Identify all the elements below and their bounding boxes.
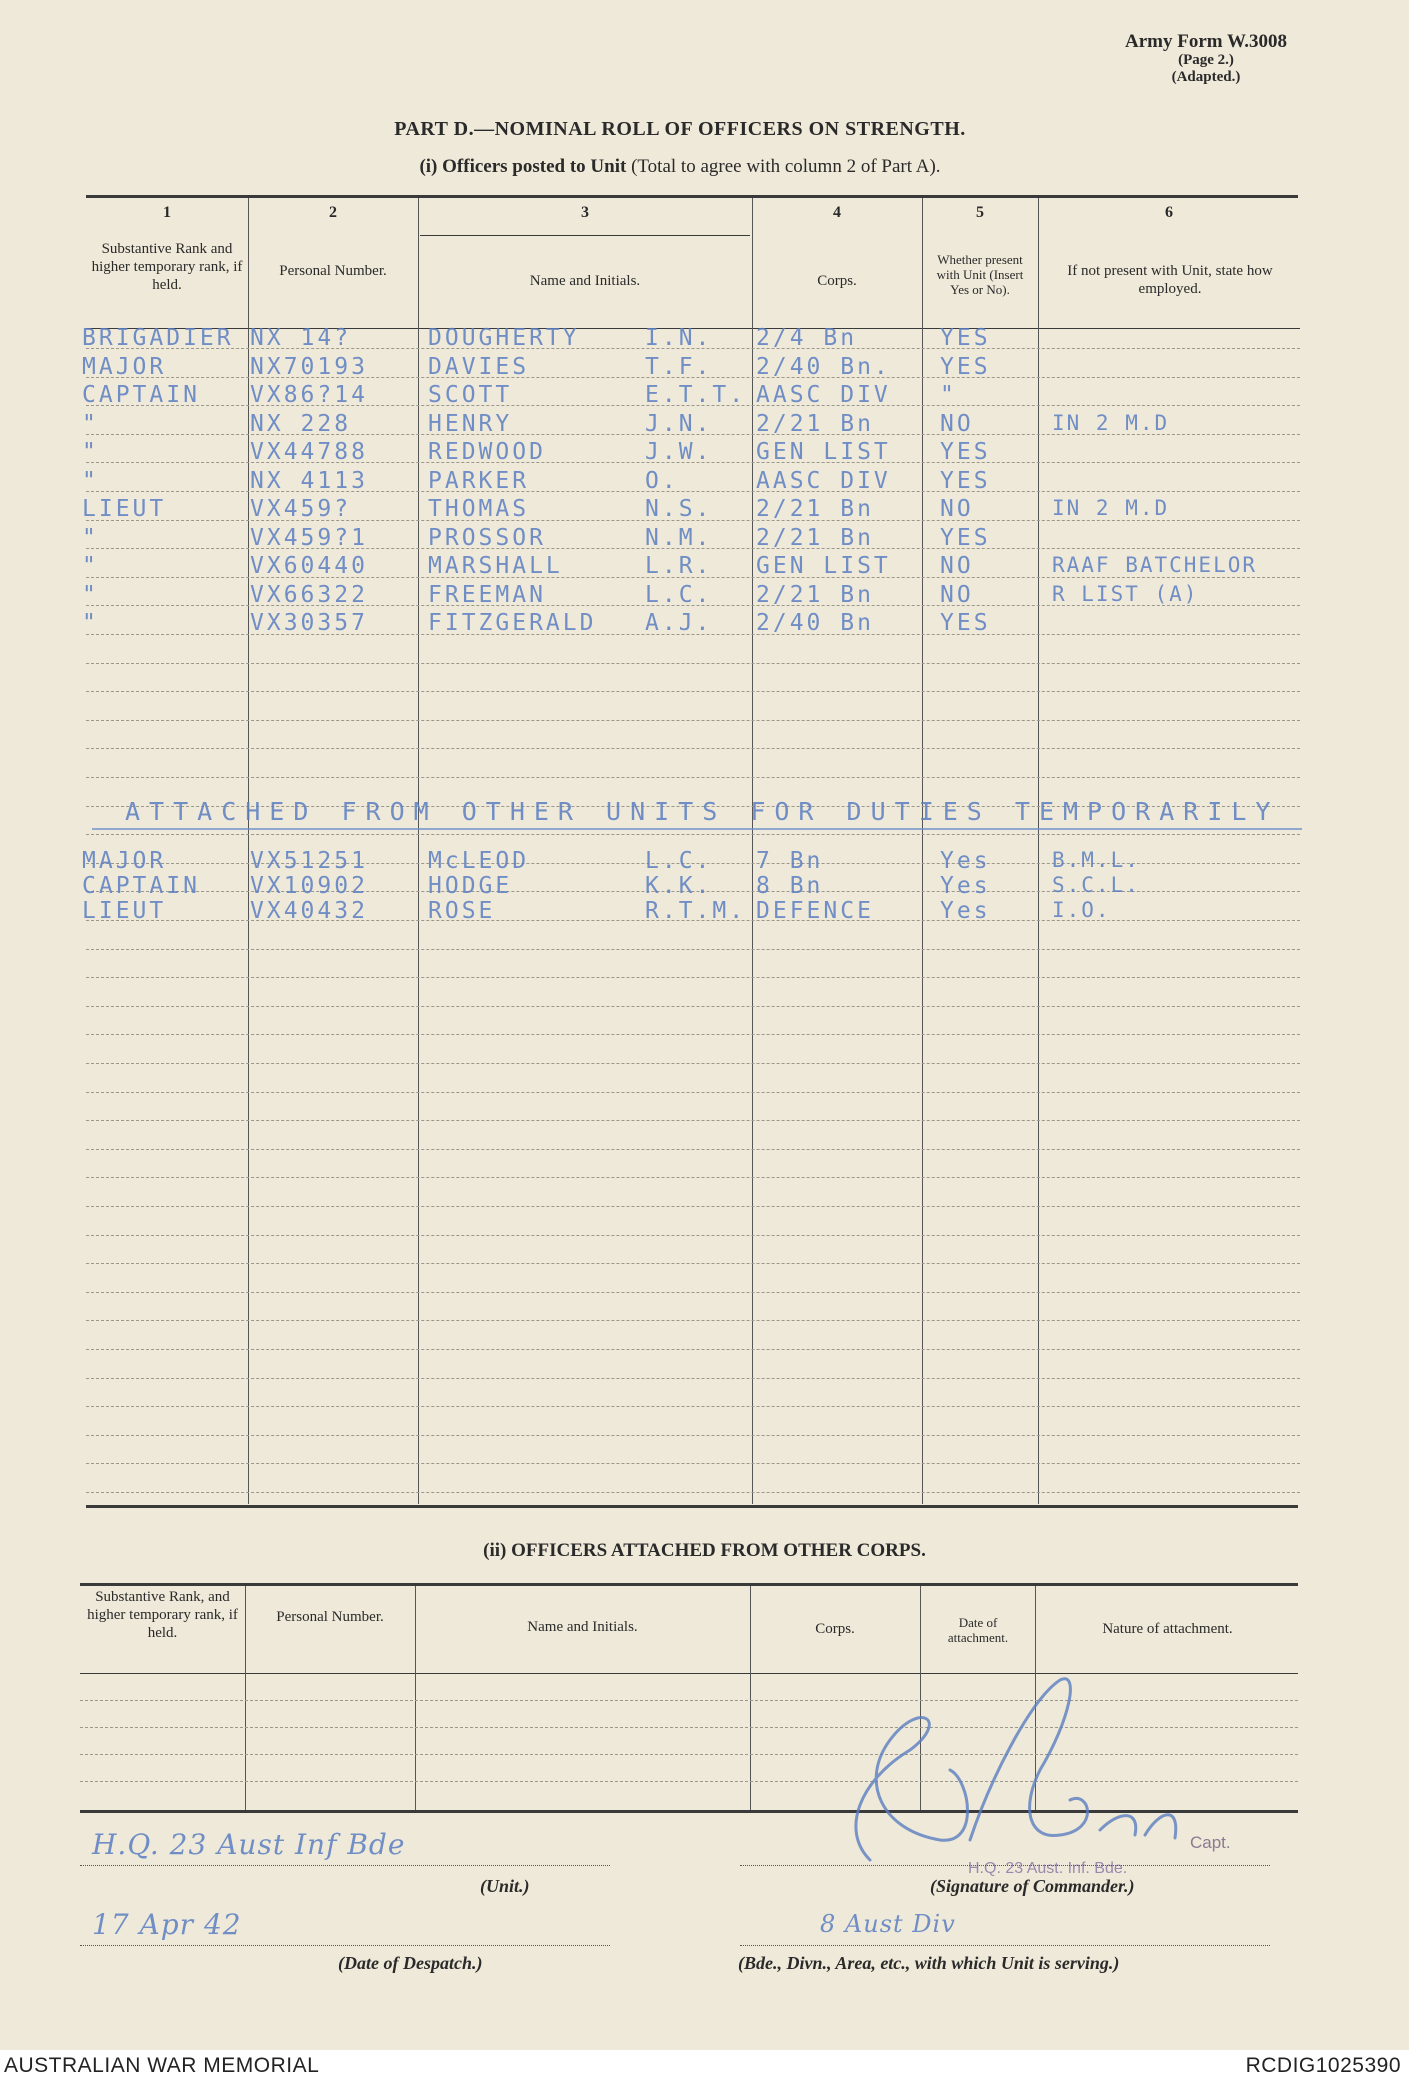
ruled-line bbox=[86, 977, 1300, 978]
entry-rank: " bbox=[82, 610, 99, 636]
form-page: (Page 2.) bbox=[1178, 52, 1234, 68]
ruled-line bbox=[86, 691, 1300, 692]
ruled-line bbox=[86, 1435, 1300, 1436]
entry-name: ROSE bbox=[428, 898, 496, 924]
entry-employed: I.O. bbox=[1052, 898, 1111, 922]
entry-rank: " bbox=[82, 468, 99, 494]
entry-present: YES bbox=[940, 610, 991, 636]
entry-name: McLEOD bbox=[428, 848, 530, 874]
part-d-title: PART D.—NOMINAL ROLL OF OFFICERS ON STRENGTH. bbox=[394, 118, 966, 140]
ruled-line bbox=[86, 1063, 1300, 1064]
header-name: Name and Initials. bbox=[529, 273, 641, 289]
ruled-line bbox=[86, 1235, 1300, 1236]
serving-dotted-line bbox=[740, 1945, 1270, 1946]
ruled-line bbox=[86, 1149, 1300, 1150]
entry-rank: " bbox=[82, 582, 99, 608]
entry-rank: LIEUT bbox=[82, 898, 167, 924]
ruled-line bbox=[86, 1206, 1300, 1207]
entry-name: MARSHALL bbox=[428, 553, 563, 579]
entry-name: SCOTT bbox=[428, 382, 513, 408]
entry-personal-number: NX70193 bbox=[250, 354, 368, 380]
col-divider-2 bbox=[418, 198, 419, 1504]
header-employed: If not present with Unit, state how employed. bbox=[1067, 263, 1273, 297]
entry-initials: L.R. bbox=[645, 553, 713, 579]
entry-name: PROSSOR bbox=[428, 525, 546, 551]
ruled-line bbox=[86, 1034, 1300, 1035]
col-number-4: 4 bbox=[833, 204, 841, 221]
signature-rank: Capt. bbox=[1190, 1833, 1231, 1852]
part-ii-title: (ii) OFFICERS ATTACHED FROM OTHER CORPS. bbox=[483, 1540, 926, 1561]
entry-corps: DEFENCE bbox=[756, 898, 874, 924]
unit-label: (Unit.) bbox=[480, 1876, 530, 1896]
entry-initials: L.C. bbox=[645, 848, 713, 874]
entry-rank: " bbox=[82, 553, 99, 579]
header-rank: Substantive Rank and higher temporary rank, if held. bbox=[91, 241, 243, 293]
entry-name: PARKER bbox=[428, 468, 530, 494]
attached-heading: ATTACHED FROM OTHER UNITS FOR DUTIES TEMPORARILY bbox=[125, 797, 1280, 826]
col-number-5: 5 bbox=[976, 204, 984, 221]
form-number-block bbox=[1125, 32, 1287, 86]
form-adapted: (Adapted.) bbox=[1171, 69, 1241, 85]
ruled-line bbox=[86, 834, 1300, 835]
table-bottom-rule bbox=[86, 1505, 1298, 1508]
date-of-despatch-label: (Date of Despatch.) bbox=[338, 1953, 483, 1973]
entry-personal-number: NX 228 bbox=[250, 411, 352, 437]
entry-present: NO bbox=[940, 553, 974, 579]
entry-present: Yes bbox=[940, 873, 991, 899]
header-personal-number: Personal Number. bbox=[279, 263, 387, 279]
ruled-line bbox=[86, 1406, 1300, 1407]
entry-corps: 2/4 Bn bbox=[756, 325, 858, 351]
entry-present: YES bbox=[940, 439, 991, 465]
serving-label: (Bde., Divn., Area, etc., with which Unit is serving.) bbox=[738, 1953, 1120, 1973]
signature-dotted-line bbox=[740, 1865, 1270, 1866]
ruled-line bbox=[86, 748, 1300, 749]
entry-employed: S.C.L. bbox=[1052, 873, 1140, 897]
part-ii-divider-1 bbox=[245, 1586, 246, 1810]
part-ii-header-corps: Corps. bbox=[815, 1621, 855, 1637]
entry-name: DAVIES bbox=[428, 354, 530, 380]
ruled-line bbox=[86, 1120, 1300, 1121]
entry-initials: A.J. bbox=[645, 610, 713, 636]
entry-present: YES bbox=[940, 525, 991, 551]
col-number-2: 2 bbox=[329, 204, 337, 221]
signature-label: (Signature of Commander.) bbox=[930, 1876, 1135, 1896]
entry-name: HENRY bbox=[428, 411, 513, 437]
entry-initials: R.T.M. bbox=[645, 898, 747, 924]
entry-rank: " bbox=[82, 439, 99, 465]
entry-name: REDWOOD bbox=[428, 439, 546, 465]
entry-personal-number: VX60440 bbox=[250, 553, 368, 579]
unit-dotted-line bbox=[80, 1865, 610, 1866]
entry-present: YES bbox=[940, 468, 991, 494]
entry-present: NO bbox=[940, 496, 974, 522]
entry-present: YES bbox=[940, 325, 991, 351]
entry-name: HODGE bbox=[428, 873, 513, 899]
serving-value: 8 Aust Div bbox=[820, 1910, 956, 1938]
col-divider-4 bbox=[922, 198, 923, 1504]
entry-corps: AASC DIV bbox=[756, 468, 891, 494]
entry-initials: N.S. bbox=[645, 496, 713, 522]
ruled-line bbox=[86, 720, 1300, 721]
ruled-line bbox=[86, 1320, 1300, 1321]
entry-corps: 2/40 Bn bbox=[756, 610, 874, 636]
entry-personal-number: VX51251 bbox=[250, 848, 368, 874]
commander-stamp: H.Q. 23 Aust. Inf. Bde. bbox=[968, 1860, 1128, 1877]
entry-personal-number: VX10902 bbox=[250, 873, 368, 899]
header-subrule bbox=[420, 235, 750, 236]
ruled-line bbox=[86, 1378, 1300, 1379]
entry-present: NO bbox=[940, 411, 974, 437]
entry-personal-number: VX30357 bbox=[250, 610, 368, 636]
entry-present: YES bbox=[940, 354, 991, 380]
credit-right: RCDIG1025390 bbox=[1245, 2054, 1401, 2077]
ruled-line bbox=[86, 1463, 1300, 1464]
table-top-rule bbox=[86, 195, 1298, 198]
ruled-line bbox=[86, 1292, 1300, 1293]
entry-initials: L.C. bbox=[645, 582, 713, 608]
part-ii-header-nature: Nature of attachment. bbox=[1102, 1621, 1233, 1637]
entry-corps: 2/21 Bn bbox=[756, 582, 874, 608]
entry-employed: IN 2 M.D bbox=[1052, 411, 1170, 435]
entry-present: NO bbox=[940, 582, 974, 608]
col-divider-5 bbox=[1038, 198, 1039, 1504]
ruled-line bbox=[86, 777, 1300, 778]
entry-rank: CAPTAIN bbox=[82, 873, 200, 899]
subtitle-rest: (Total to agree with column 2 of Part A). bbox=[626, 156, 941, 177]
entry-present: Yes bbox=[940, 848, 991, 874]
entry-corps: 2/21 Bn bbox=[756, 496, 874, 522]
ruled-line bbox=[86, 663, 1300, 664]
date-of-despatch-value: 17 Apr 42 bbox=[92, 1908, 242, 1941]
entry-initials: N.M. bbox=[645, 525, 713, 551]
entry-name: FITZGERALD bbox=[428, 610, 597, 636]
part-ii-header-name: Name and Initials. bbox=[527, 1619, 638, 1635]
header-present: Whether present with Unit (Insert Yes or No). bbox=[936, 252, 1024, 297]
ruled-line bbox=[86, 1177, 1300, 1178]
entry-corps: 2/21 Bn bbox=[756, 525, 874, 551]
entry-corps: GEN LIST bbox=[756, 439, 891, 465]
entry-initials: O. bbox=[645, 468, 679, 494]
part-ii-header-rank: Substantive Rank, and higher temporary rank, if held. bbox=[87, 1589, 238, 1641]
col-divider-3 bbox=[752, 198, 753, 1504]
entry-name: DOUGHERTY bbox=[428, 325, 580, 351]
entry-personal-number: VX44788 bbox=[250, 439, 368, 465]
form-number: Army Form W.3008 bbox=[1124, 31, 1287, 52]
entry-initials: J.N. bbox=[645, 411, 713, 437]
entry-present: " bbox=[940, 382, 957, 408]
part-d-subtitle bbox=[0, 156, 1360, 178]
entry-personal-number: VX66322 bbox=[250, 582, 368, 608]
entry-name: FREEMAN bbox=[428, 582, 546, 608]
entry-rank: BRIGADIER bbox=[82, 325, 234, 351]
entry-corps: GEN LIST bbox=[756, 553, 891, 579]
entry-employed: RAAF BATCHELOR bbox=[1052, 553, 1258, 577]
ruled-line bbox=[86, 1006, 1300, 1007]
entry-rank: LIEUT bbox=[82, 496, 167, 522]
ruled-line bbox=[86, 1349, 1300, 1350]
col-number-1: 1 bbox=[163, 204, 171, 221]
entry-employed: B.M.L. bbox=[1052, 848, 1140, 872]
unit-value: H.Q. 23 Aust Inf Bde bbox=[92, 1828, 406, 1861]
entry-rank: MAJOR bbox=[82, 848, 167, 874]
ruled-line bbox=[86, 1263, 1300, 1264]
entry-personal-number: VX86?14 bbox=[250, 382, 368, 408]
entry-corps: 2/21 Bn bbox=[756, 411, 874, 437]
entry-corps: 7 Bn bbox=[756, 848, 824, 874]
entry-initials: J.W. bbox=[645, 439, 713, 465]
part-ii-header-personal: Personal Number. bbox=[276, 1609, 384, 1625]
entry-initials: I.N. bbox=[645, 325, 713, 351]
col-number-3: 3 bbox=[581, 204, 589, 221]
entry-present: Yes bbox=[940, 898, 991, 924]
subtitle-bold: (i) Officers posted to Unit bbox=[419, 156, 627, 177]
ruled-line bbox=[86, 1492, 1300, 1493]
entry-corps: 8 Bn bbox=[756, 873, 824, 899]
entry-initials: K.K. bbox=[645, 873, 713, 899]
entry-personal-number: VX459?1 bbox=[250, 525, 368, 551]
date-dotted-line bbox=[80, 1945, 610, 1946]
entry-name: THOMAS bbox=[428, 496, 530, 522]
entry-rank: MAJOR bbox=[82, 354, 167, 380]
credits-bar bbox=[0, 2050, 1409, 2082]
entry-corps: 2/40 Bn. bbox=[756, 354, 891, 380]
entry-employed: IN 2 M.D bbox=[1052, 496, 1170, 520]
credit-left: AUSTRALIAN WAR MEMORIAL bbox=[4, 2054, 320, 2077]
part-ii-top-rule bbox=[80, 1583, 1298, 1586]
part-ii-header-date: Date of attachment. bbox=[947, 1615, 1009, 1645]
entry-initials: E.T.T. bbox=[645, 382, 747, 408]
col-number-6: 6 bbox=[1165, 204, 1173, 221]
col-divider-1 bbox=[248, 198, 249, 1504]
ruled-line bbox=[86, 949, 1300, 950]
entry-personal-number: NX 4113 bbox=[250, 468, 368, 494]
ruled-line bbox=[86, 1092, 1300, 1093]
entry-personal-number: VX40432 bbox=[250, 898, 368, 924]
entry-rank: " bbox=[82, 525, 99, 551]
header-corps: Corps. bbox=[817, 273, 857, 289]
entry-rank: CAPTAIN bbox=[82, 382, 200, 408]
entry-personal-number: NX 14? bbox=[250, 325, 352, 351]
entry-initials: T.F. bbox=[645, 354, 713, 380]
entry-rank: " bbox=[82, 411, 99, 437]
entry-personal-number: VX459? bbox=[250, 496, 352, 522]
attached-heading-underline bbox=[92, 828, 1302, 830]
entry-corps: AASC DIV bbox=[756, 382, 891, 408]
entry-employed: R LIST (A) bbox=[1052, 582, 1199, 606]
